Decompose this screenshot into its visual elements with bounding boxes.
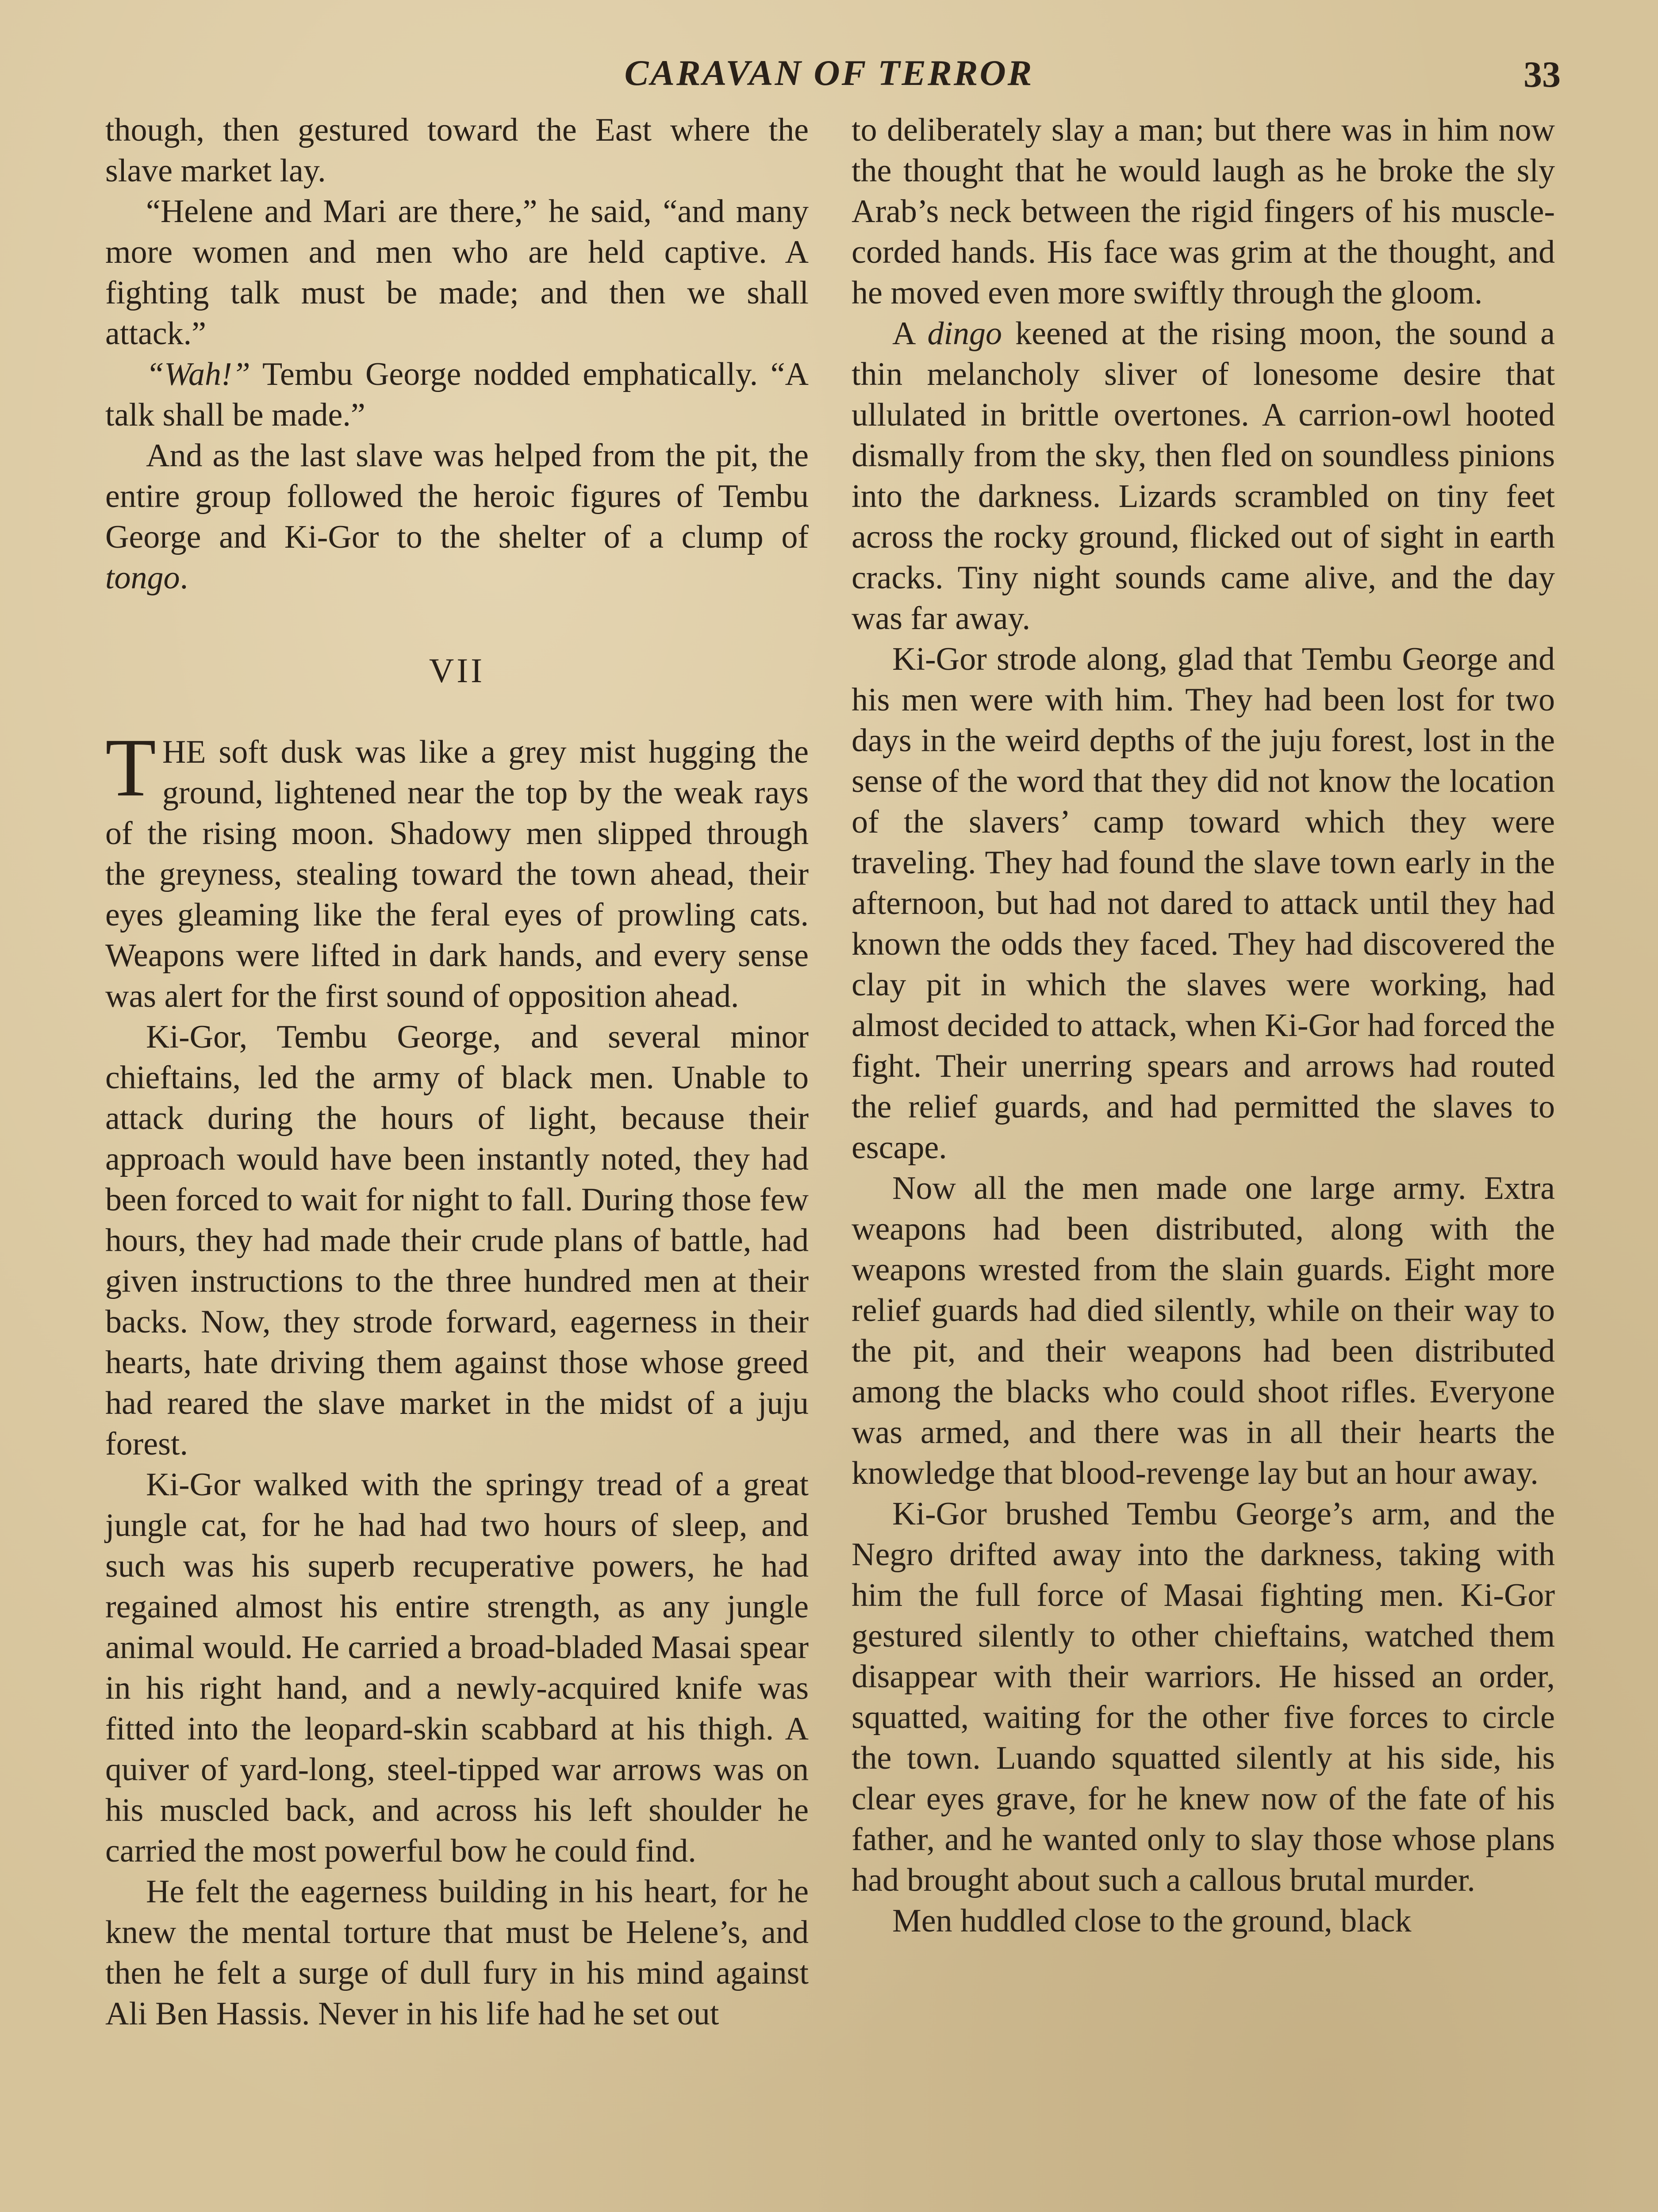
paragraph-text: And as the last slave was helped from the pit, the entire group followed the heroic figures of Tembu George and Ki-Gor to the shelter of a clump of bbox=[105, 438, 809, 555]
paragraph: Now all the men made one large army. Extra weapons had been distributed, along with the weapons wrested from the slain guards. Eight more relief guards had died silently, while on their way to the pit, and their weapons had been distributed among the blacks who could shoot rifles. Everyone was armed, and there was in all their hearts the knowledge that blood-revenge lay but an hour away. bbox=[852, 1170, 1555, 1491]
section-heading: VII bbox=[429, 651, 485, 690]
paragraph-text: keened at the rising moon, the sound a thin melancholy sliver of lonesome desire that ullulated in brittle overtones. A carrion-owl hooted dismally from the sky, then fled on soundless pinions into the darkness. Lizards scrambled on tiny feet across the rocky ground, flicked out of sight in earth cracks. Tiny night sounds came alive, and the day was far away. bbox=[852, 315, 1555, 637]
page-number: 33 bbox=[1524, 54, 1561, 95]
paragraph: Ki-Gor strode along, glad that Tembu George and his men were with him. They had been lost for two days in the weird depths of the juju forest, lost in the sense of the word that they did not know the location of the slavers’ camp toward which they were traveling. They had found the slave town early in the afternoon, but had not dared to attack until they had known the odds they faced. They had discovered the clay pit in which the slaves were working, had almost decided to attack, when Ki-Gor had forced the fight. Their unerring spears and arrows had routed the relief guards, and had permitted the slaves to escape. bbox=[852, 641, 1555, 1166]
paragraph: Ki-Gor walked with the springy tread of a great jungle cat, for he had had two hours of sleep, and such was his superb recuperative powers, he had regained almost his entire strength, as any jungle animal would. He carried a broad-bladed Masai spear in his right hand, and a newly-acquired knife was fitted into the leopard-skin scabbard at his thigh. A quiver of yard-long, steel-tipped war arrows was on his muscled back, and across his left shoulder he carried the most powerful bow he could find. bbox=[105, 1467, 809, 1869]
left-column bbox=[105, 110, 809, 2034]
italic-exclamation: “Wah!” bbox=[146, 356, 250, 392]
paragraph-text: . bbox=[180, 560, 188, 596]
right-column bbox=[852, 110, 1555, 1941]
running-head: CARAVAN OF TERROR bbox=[624, 53, 1034, 93]
paragraph-text: A bbox=[892, 315, 928, 352]
paragraph: Men huddled close to the ground, black bbox=[892, 1903, 1412, 1939]
dropcap-paragraph: THE soft dusk was like a grey mist hugging the ground, lightened near the top by the weak rays of the rising moon. Shadowy men slipped through the greyness, stealing toward the town ahead, their eyes gleaming like the feral eyes of prowling cats. Weapons were lifted in dark hands, and every sense was alert for the first sound of opposition ahead. bbox=[105, 721, 809, 1014]
paragraph-text: Tembu George nodded emphatically. “A talk shall be made.” bbox=[105, 356, 809, 433]
paragraph: Ki-Gor, Tembu George, and several minor chieftains, led the army of black men. Unable to attack during the hours of light, because their approach would have been instantly noted, they had been forced to wait for night to fall. During those few hours, they had made their crude plans of battle, had given instructions to the three hundred men at their backs. Now, they strode forward, eagerness in their hearts, hate driving them against those whose greed had reared the slave market in the midst of a juju forest. bbox=[105, 1019, 809, 1462]
paragraph bbox=[105, 354, 809, 435]
paragraph bbox=[105, 435, 809, 598]
paragraph bbox=[852, 313, 1555, 639]
paragraph: though, then gestured toward the East where the slave market lay. bbox=[105, 112, 809, 189]
paragraph: Ki-Gor brushed Tembu George’s arm, and the Negro drifted away into the darkness, taking with him the full force of Masai fighting men. Ki-Gor gestured silently to other chieftains, watched them disappear with their warriors. He hissed an order, squatted, waiting for the other five forces to circle the town. Luando squatted silently at his side, his clear eyes grave, for he knew now of the fate of his father, and he wanted only to slay those whose plans had brought about such a callous brutal murder. bbox=[852, 1496, 1555, 1898]
paragraph: He felt the eagerness building in his heart, for he knew the mental torture that must be Helene’s, and then he felt a surge of dull fury in his mind against Ali Ben Hassis. Never in his life had he set out bbox=[105, 1874, 809, 2032]
italic-word: dingo bbox=[927, 315, 1002, 352]
paragraph: to deliberately slay a man; but there was in him now the thought that he would laugh as he broke the sly Arab’s neck between the rigid fingers of his muscle-corded hands. His face was grim at the thought, and he moved even more swiftly through the gloom. bbox=[852, 112, 1555, 311]
paragraph: “Helene and Mari are there,” he said, “and many more women and men who are held captive. A fighting talk must be made; and then we shall attack.” bbox=[105, 193, 809, 352]
italic-word: tongo bbox=[105, 560, 180, 596]
